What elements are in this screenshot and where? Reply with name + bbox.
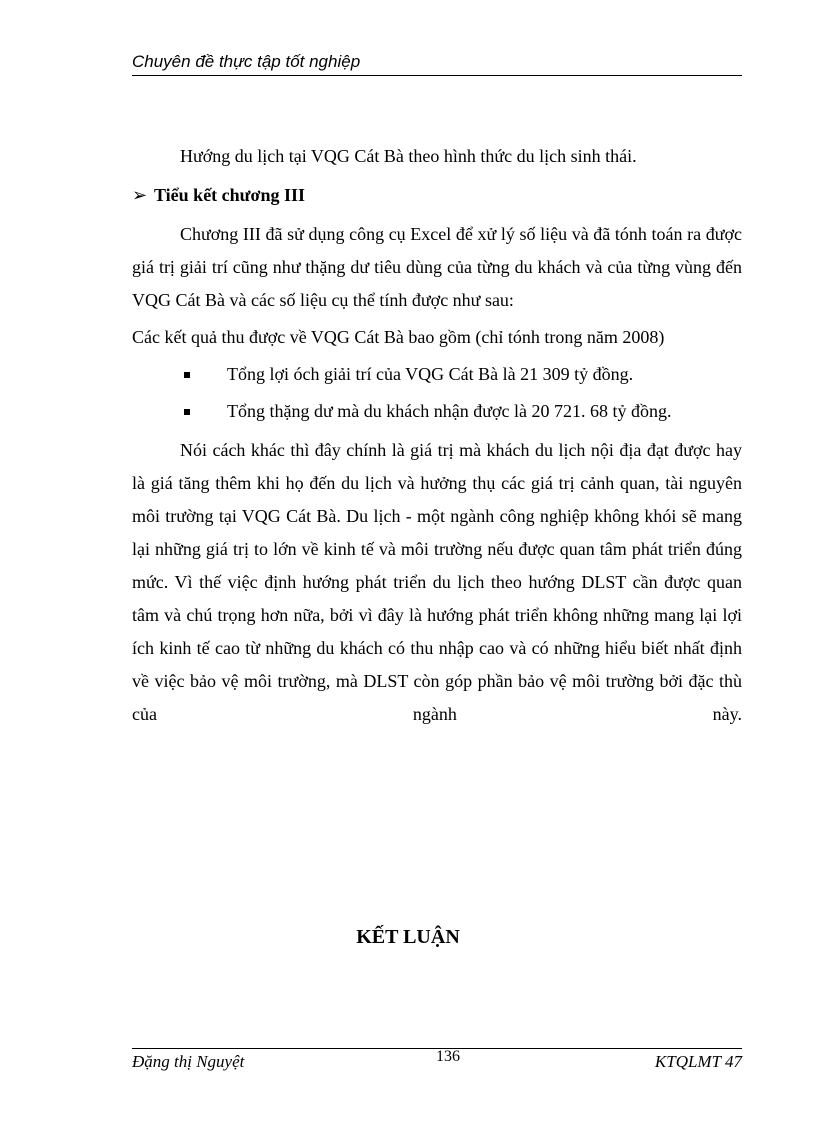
results-list (132, 356, 742, 430)
page-number: 136 (436, 1048, 460, 1065)
paragraph-results-intro: Các kết quả thu được về VQG Cát Bà bao gồm (chỉ tónh trong năm 2008) (132, 327, 665, 347)
section-heading-text: Tiểu kết chương III (154, 185, 305, 205)
square-bullet-icon (184, 409, 190, 415)
document-body (132, 140, 742, 731)
list-item: Tổng lợi óch giải trí của VQG Cát Bà là 21 309 tỷ đồng. (132, 356, 742, 393)
section-heading (132, 179, 742, 212)
list-item: Tổng thặng dư mà du khách nhận được là 20 721. 68 tỷ đồng. (132, 393, 742, 430)
square-bullet-icon (184, 372, 190, 378)
header-rule (132, 75, 742, 76)
paragraph-discussion: Nói cách khác thì đây chính là giá trị mà khách du lịch nội địa đạt được hay là giá tăng thêm khi họ đến du lịch và hưởng thụ các giá trị cảnh quan, tài nguyên môi trường tại VQG Cát Bà. Du lịch - một ngành công nghiệp không khói sẽ mang lại những giá trị to lớn về kinh tế và môi trường nếu được quan tâm phát triển đúng mức. Vì thế việc định hướng phát triển du lịch theo hướng DLST cần được quan tâm và chú trọng hơn nữa, bởi vì đây là hướng phát triển không những mang lại lợi ích kinh tế cao từ những du khách có thu nhập cao và có những hiểu biết nhất định về việc bảo vệ môi trường, mà DLST còn góp phần bảo vệ môi trường bởi đặc thù của ngành này. (132, 440, 742, 724)
conclusion-title: KẾT LUẬN (356, 926, 460, 948)
paragraph-summary: Chương III đã sử dụng công cụ Excel để xử lý số liệu và đã tónh toán ra được giá trị giải trí cũng như thặng dư tiêu dùng của từng du khách và của từng vùng đến VQG Cát Bà và các số liệu cụ thể tính được như sau: (132, 224, 742, 310)
footer-class: KTQLMT 47 (654, 1052, 742, 1071)
footer-author: Đặng thị Nguyệt (132, 1052, 245, 1071)
arrow-bullet-icon: ➢ (132, 185, 148, 205)
paragraph-intro: Hướng du lịch tại VQG Cát Bà theo hình thức du lịch sinh thái. (180, 146, 637, 166)
page-header-title: Chuyên đề thực tập tốt nghiệp (132, 52, 361, 71)
